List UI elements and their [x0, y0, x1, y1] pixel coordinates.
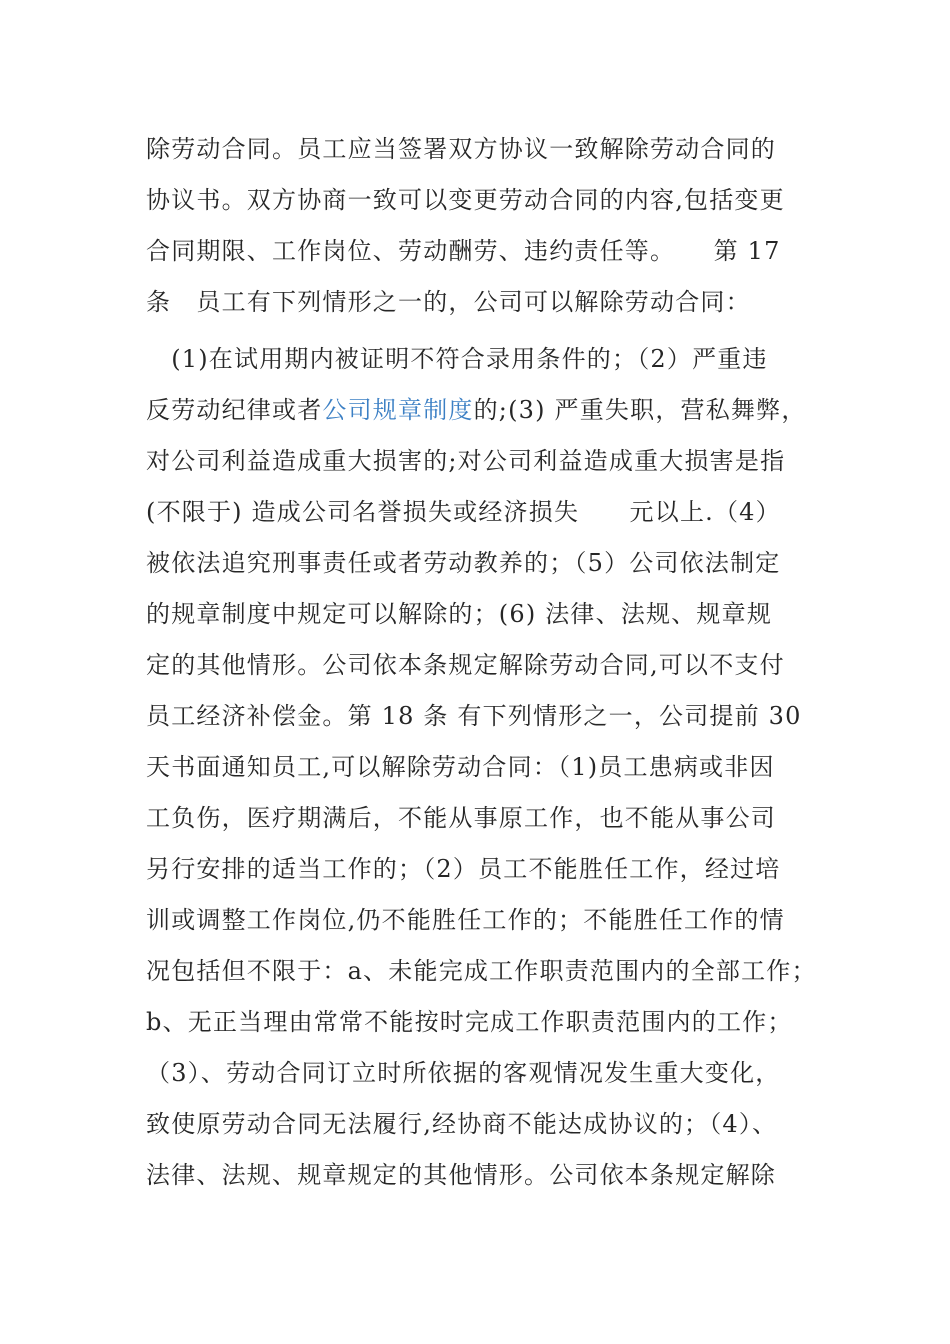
text-line: 训或调整工作岗位,仍不能胜任工作的；不能胜任工作的情 [146, 906, 785, 934]
text-line: 除劳动合同。员工应当签署双方协议一致解除劳动合同的 [146, 135, 776, 163]
text-line: (不限于) 造成公司名誉损失或经济损失 元以上.（4） [146, 498, 781, 526]
company-rules-link[interactable]: 公司规章制度 [322, 396, 474, 424]
text-line: 对公司利益造成重大损害的;对公司利益造成重大损害是指 [146, 447, 786, 475]
text-line: 工负伤，医疗期满后，不能从事原工作，也不能从事公司 [146, 804, 776, 832]
text-line: 况包括但不限于：a、未能完成工作职责范围内的全部工作； [146, 957, 817, 985]
text-line: 法律、法规、规章规定的其他情形。公司依本条规定解除 [146, 1161, 776, 1189]
text-segment: 反劳动纪律或者 [146, 396, 323, 424]
text-line: 致使原劳动合同无法履行,经协商不能达成协议的；（4）、 [146, 1110, 778, 1138]
text-line-with-link [146, 389, 816, 440]
text-line: 的规章制度中规定可以解除的；(6) 法律、法规、规章规 [146, 600, 773, 628]
text-line: （3）、劳动合同订立时所依据的客观情况发生重大变化， [146, 1059, 781, 1087]
paragraph-article-16-17 [146, 128, 816, 338]
document-body [146, 128, 816, 1205]
text-line: 员工经济补偿金。第 18 条 有下列情形之一，公司提前 30 [146, 702, 802, 730]
text-segment: 的;(3) 严重失职，营私舞弊， [473, 396, 807, 424]
text-line: 天书面通知员工,可以解除劳动合同：（1)员工患病或非因 [146, 753, 775, 781]
paragraph-dismissal-conditions [146, 338, 816, 1205]
text-line: (1)在试用期内被证明不符合录用条件的；（2）严重违 [146, 345, 768, 373]
text-line: 协议书。双方协商一致可以变更劳动合同的内容,包括变更 [146, 186, 785, 214]
text-line: 被依法追究刑事责任或者劳动教养的；（5）公司依法制定 [146, 549, 781, 577]
text-line: 合同期限、工作岗位、劳动酬劳、违约责任等。 第 17 [146, 237, 781, 265]
text-line: b、无正当理由常常不能按时完成工作职责范围内的工作； [146, 1008, 793, 1036]
text-line: 条 员工有下列情形之一的，公司可以解除劳动合同： [146, 288, 751, 316]
text-line: 定的其他情形。公司依本条规定解除劳动合同,可以不支付 [146, 651, 785, 679]
text-line: 另行安排的适当工作的；（2）员工不能胜任工作，经过培 [146, 855, 781, 883]
